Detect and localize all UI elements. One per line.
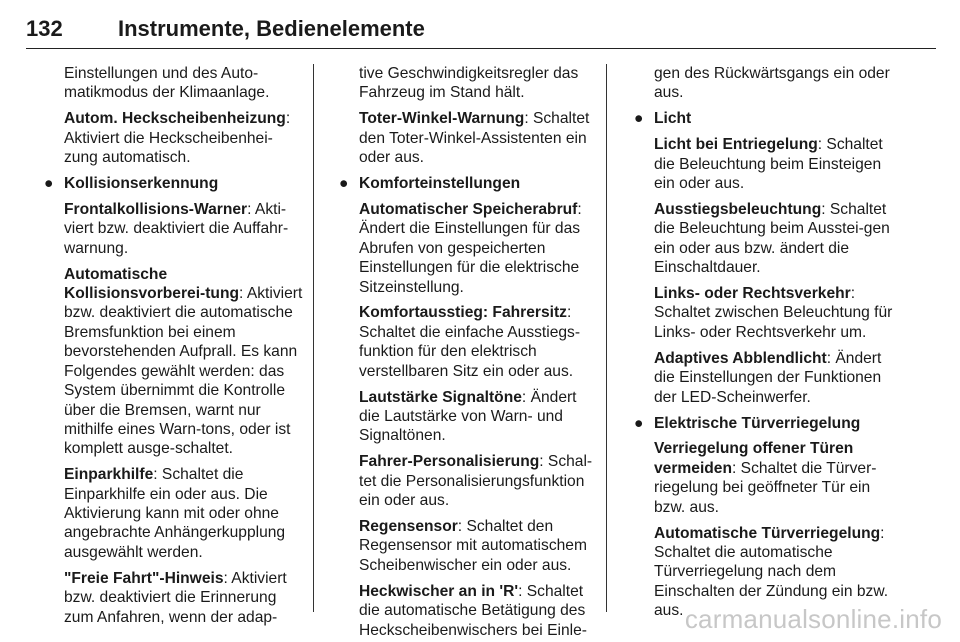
setting-entry: Toter-Winkel-Warnung: Schaltet den Toter-Winkel-Assistenten ein oder aus. (359, 110, 590, 167)
setting-name: Fahrer-Personalisierung (359, 453, 540, 471)
paragraph: gen des Rückwärtsgangs ein oder aus. (654, 65, 890, 102)
setting-entry: Lautstärke Signaltöne: Ändert die Lautstärke von Warn- und Signaltönen. (359, 388, 577, 445)
setting-name: Verriegelung offener Türen vermeiden (654, 440, 854, 477)
setting-name: Einparkhilfe (64, 466, 154, 484)
page-number: 132 (26, 16, 63, 41)
setting-entry: Fahrer-Personalisierung: Schal-tet die Personalisierungsfunktion ein oder aus. (359, 453, 593, 510)
setting-entry: Frontalkollisions-Warner: Akti-viert bzw. deaktiviert die Auffahr-warnung. (64, 200, 289, 257)
page-title: Instrumente, Bedienelemente (118, 16, 425, 41)
section-heading: ● Elektrische Türverriegelung (634, 414, 861, 432)
bullet-icon: ● (634, 110, 644, 128)
setting-entry: Komfortausstieg: Fahrersitz: Schaltet die einfache Ausstiegs-funktion für den elektrisch verstellbaren Sitz ein oder aus. (359, 304, 581, 380)
setting-name: Automatische Kollisionsvorberei-tung (64, 265, 240, 303)
setting-name: Links- oder Rechtsverkehr (654, 285, 851, 303)
setting-entry: Adaptives Abblendlicht: Ändert die Einstellungen der Funktionen der LED-Scheinwerfer. (654, 349, 882, 406)
column-middle (339, 64, 596, 642)
bullet-icon: ● (44, 175, 54, 193)
setting-entry: Autom. Heckscheibenheizung: Aktiviert die Heckscheibenhei-zung automatisch. (64, 110, 291, 167)
section-heading: ● Kollisionserkennung (44, 175, 219, 193)
setting-name: Licht bei Entriegelung (654, 136, 818, 154)
page-header (26, 8, 936, 48)
setting-name: Toter-Winkel-Warnung (359, 110, 525, 128)
column-left (44, 64, 306, 633)
watermark: carmanualsonline.info (684, 604, 942, 634)
setting-name: Frontalkollisions-Warner (64, 200, 248, 218)
setting-name: Regensensor (359, 518, 458, 536)
column-divider (606, 64, 607, 612)
setting-entry: Automatischer Speicherabruf: Ändert die Einstellungen für das Abrufen von gespeicherten Einstellungen für die elektrische Sitzeinstellung. (359, 200, 582, 296)
setting-name: Automatischer Speicherabruf (359, 200, 578, 218)
setting-entry: "Freie Fahrt"-Hinweis: Aktiviert bzw. deaktiviert die Erinnerung zum Anfahren, wenn der adap- (64, 569, 287, 626)
setting-entry: Heckwischer an in 'R': Schaltet die automatische Betätigung des Heckscheibenwischers bei Einle- (359, 582, 587, 639)
section-heading: ● Licht (634, 110, 692, 128)
setting-name: Autom. Heckscheibenheizung (64, 110, 286, 128)
setting-entry: Automatische Kollisionsvorberei-tung: Aktiviert bzw. deaktiviert die automatische Bremsfunktion bei einem bevorstehenden Aufprall. Es kann Folgendes gewählt werden: das System übernimmt die Kontrolle über die Bremsen, warnt nur mithilfe eines Warn-tons, oder ist komplett ausge-schaltet. (64, 265, 303, 458)
bullet-icon: ● (339, 175, 349, 193)
setting-name: Lautstärke Signaltöne (359, 388, 522, 406)
header-rule (26, 48, 936, 49)
bullet-icon: ● (634, 414, 644, 432)
setting-name: Komfortausstieg: Fahrersitz (359, 304, 567, 322)
setting-entry: Einparkhilfe: Schaltet die Einparkhilfe ein oder aus. Die Aktivierung kann mit oder ohne angebrachte Anhängerkupplung ausgewählt werden. (64, 466, 286, 561)
setting-name: Ausstiegsbeleuchtung (654, 200, 822, 218)
setting-entry: Ausstiegsbeleuchtung: Schaltet die Beleuchtung beim Ausstei-gen ein oder aus bzw. ändert die Einschaltdauer. (654, 200, 890, 277)
setting-name: Adaptives Abblendlicht (654, 349, 827, 367)
setting-entry: Automatische Türverriegelung: Schaltet die automatische Türverriegelung nach dem Einschalten der Zündung ein bzw. aus. (654, 524, 889, 620)
setting-entry: Links- oder Rechtsverkehr: Schaltet zwischen Beleuchtung für Links- oder Rechtsverkehr um. (654, 285, 893, 341)
column-right (634, 64, 896, 627)
setting-entry: Verriegelung offener Türen vermeiden: Schaltet die Türver-riegelung bei geöffneter Tür ein bzw. aus. (654, 440, 877, 516)
paragraph: Einstellungen und des Auto-matikmodus der Klimaanlage. (64, 65, 270, 102)
setting-name: Heckwischer an in 'R' (359, 582, 519, 600)
setting-name: "Freie Fahrt"-Hinweis (64, 569, 224, 587)
setting-name: Automatische Türverriegelung (654, 524, 881, 542)
setting-entry: Regensensor: Schaltet den Regensensor mit automatischem Scheibenwischer ein oder aus. (359, 518, 587, 574)
column-divider (313, 64, 314, 612)
setting-entry: Licht bei Entriegelung: Schaltet die Beleuchtung beim Einsteigen ein oder aus. (654, 136, 883, 193)
section-heading: ● Komforteinstellungen (339, 175, 521, 193)
paragraph: tive Geschwindigkeitsregler das Fahrzeug im Stand hält. (359, 65, 579, 102)
